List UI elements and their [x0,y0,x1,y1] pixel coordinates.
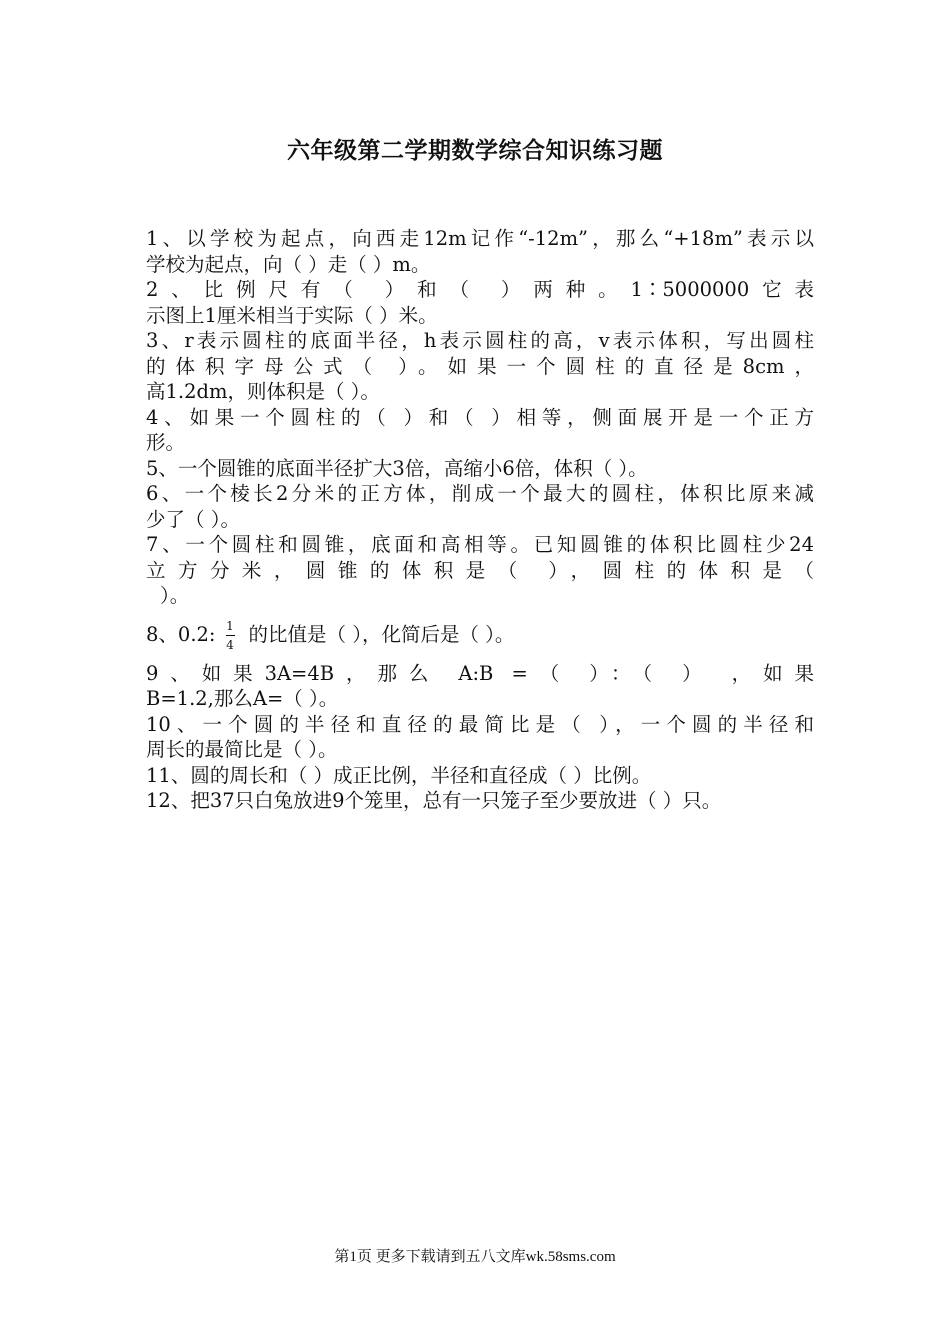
q7-line-2: 立方分米，圆锥的体积是（ ），圆柱的体积是（ [146,558,814,582]
fraction-denominator: 4 [226,637,234,652]
q3-line-2: 的体积字母公式（ ）。如果一个圆柱的直径是8cm， [146,354,814,378]
q4-line-2: 形。 [146,431,186,454]
q1-line-2: 学校为起点，向（ ）走（ ）m。 [146,252,431,276]
q6-line-2: 少了（ ）。 [146,507,240,531]
fraction [226,619,235,652]
q4-line-1: 4、如果一个圆柱的（ ）和（ ）相等，侧面展开是一个正方 [146,405,814,429]
page-footer: 第1页 更多下载请到五八文库wk.58sms.com [334,1249,616,1265]
q7-line-3: ）。 [160,584,190,607]
q3-line-3: 高1.2dm，则体积是（ ）。 [146,380,380,403]
q9-line-2: B=1.2,那么A=（ ）。 [146,687,339,710]
page-title: 六年级第二学期数学综合知识练习题 [287,138,663,164]
q6-line-1: 6、一个棱长2分米的正方体，削成一个最大的圆柱，体积比原来减 [146,482,814,505]
q9-line-1: 9、如果3A=4B，那么 A:B =（ ）：（ ） ，如果 [146,661,814,685]
q10-line-2: 周长的最简比是（ ）。 [146,738,338,761]
q8-prefix: 8、0.2: [146,622,216,646]
fraction-numerator: 1 [226,618,234,633]
q8-suffix: 的比值是（ ），化简后是（ ）。 [248,622,515,646]
q8-line [146,615,814,655]
question-list [146,226,814,814]
q12-line: 12、把37只白兔放进9个笼里，总有一只笼子至少要放进（ ）只。 [146,789,722,812]
q2-line-2: 示图上1厘米相当于实际（ ）米。 [146,303,438,327]
q11-line: 11、圆的周长和（ ）成正比例，半径和直径成（ ）比例。 [146,763,652,787]
q2-line-1: 2、比例尺有（ ）和（ ）两种。1∶5000000它表 [146,278,814,301]
q3-line-1: 3、r表示圆柱的底面半径，h表示圆柱的高，v表示体积，写出圆柱 [146,329,814,352]
q1-line-1: 1、以学校为起点，向西走12m记作“-12m”，那么“+18m”表示以 [146,227,814,250]
q7-line-1: 7、一个圆柱和圆锥，底面和高相等。已知圆锥的体积比圆柱少24 [146,533,814,556]
q5-line: 5、一个圆锥的底面半径扩大3倍，高缩小6倍，体积（ ）。 [146,456,648,480]
q10-line-1: 10、一个圆的半径和直径的最简比是（ ），一个圆的半径和 [146,712,814,736]
